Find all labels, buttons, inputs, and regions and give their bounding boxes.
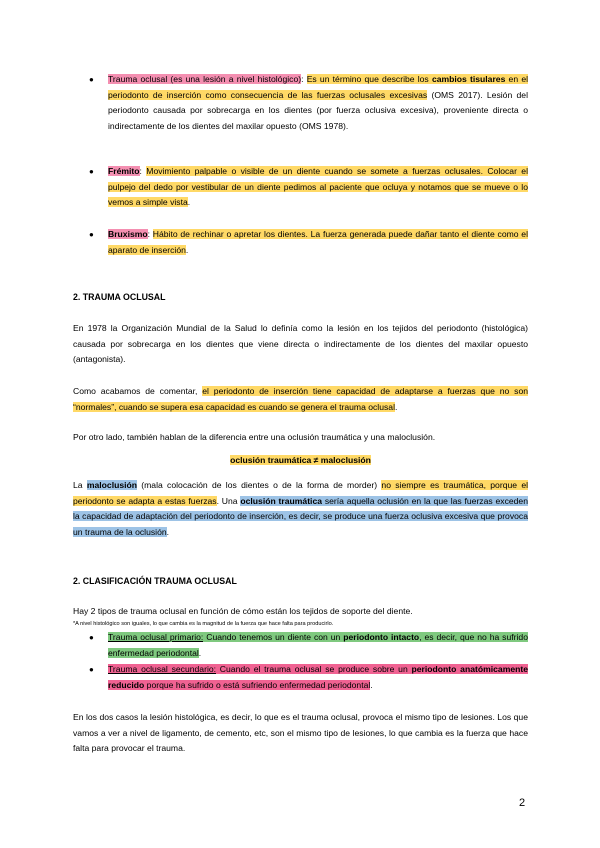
bullet-dot: ●: [89, 633, 94, 642]
bullet-dot: ●: [89, 75, 94, 84]
paragraph-diferencia: Por otro lado, también hablan de la diferencia entre una oclusión traumática y una maloclusión.: [73, 432, 436, 442]
bullet-dot: ●: [89, 230, 94, 239]
bullet-fremito: Frémito: Movimiento palpable o visible de un diente cuando se somete a fuerzas oclusales. Colocar el pulpejo del dedo por vestibular de un diente pedimos al paciente que ocluya y notamos que se mueve o lo vemos a simple vista.: [108, 166, 528, 208]
formula-highlight: oclusión traumática ≠ maloclusión: [230, 455, 371, 465]
bullet-dot: ●: [89, 665, 94, 674]
paragraph-capacidad-adaptacion: Como acabamos de comentar, el periodonto de inserción tiene capacidad de adaptarse a fuerzas que no son “normales”, cuando se supera esa capacidad es cuando se genera el trauma oclusal.: [73, 386, 529, 412]
section-heading-trauma-oclusal: 2. TRAUMA OCLUSAL: [73, 292, 166, 302]
page-number: 2: [519, 797, 526, 809]
term-primario: Trauma oclusal primario:: [108, 632, 204, 642]
formula-line: [73, 453, 528, 469]
bullet-primario: Trauma oclusal primario: Cuando tenemos un diente con un periodonto intacto, es decir, que no ha sufrido enfermedad periodontal.: [108, 632, 528, 658]
paragraph-maloclusion: La maloclusión (mala colocación de los dientes o de la forma de morder) no siempre es traumática, porque el periodonto se adapta a estas fuerzas. Una oclusión traumática sería aquella oclusión en la que las fuerzas exceden la capacidad de adaptación del periodonto de inserción, es decir, se produce una fuerza oclusiva excesiva que provoca un trauma de la oclusión.: [73, 480, 529, 537]
bullet-dot: ●: [89, 167, 94, 176]
term-oclusion-traumatica: oclusión traumática: [240, 495, 323, 506]
term-secundario: Trauma oclusal secundario:: [108, 664, 217, 674]
paragraph-conclusion: En los dos casos la lesión histológica, es decir, lo que es el trauma oclusal, provoca el mismo tipo de lesiones. Los que vamos a ver a nivel de ligamento, de cemento, etc, son el mismo tipo de lesiones, lo que cambia es la fuerza que hace falta para provocar el trauma.: [73, 712, 528, 754]
term-maloclusion: maloclusión: [86, 480, 137, 490]
term-fremito: Frémito: [108, 166, 140, 176]
term-trauma-oclusal: Trauma oclusal (es una lesión a nivel histológico): [108, 74, 302, 84]
bullet-trauma-oclusal: Trauma oclusal (es una lesión a nivel histológico): Es un término que describe los cambios tisulares en el periodonto de inserción como consecuencia de las fuerzas oclusales excesivas (OMS 2017). Lesión del periodonto causada por sobrecarga en los dientes (por fuerza oclusiva excesiva), proveniente directa o indirectamente de los dientes del maxilar opuesto (OMS 1978).: [108, 74, 529, 131]
bullet-secundario: Trauma oclusal secundario: Cuando el trauma oclusal se produce sobre un periodonto anatómicamente reducido porque ha sufrido o está sufriendo enfermedad periodontal.: [108, 664, 528, 690]
footnote: *A nivel histológico son iguales, lo que cambia es la magnitud de la fuerza que hace falta para producirlo.: [73, 621, 334, 627]
bullet-bruxismo: Bruxismo: Hábito de rechinar o apretar los dientes. La fuerza generada puede dañar tanto el diente como el aparato de inserción.: [108, 229, 528, 255]
section-heading-clasificacion: 2. CLASIFICACIÓN TRAUMA OCLUSAL: [73, 576, 237, 586]
paragraph-tipos: Hay 2 tipos de trauma oclusal en función de cómo están los tejidos de soporte del diente.: [73, 606, 413, 616]
term-bruxismo: Bruxismo: [108, 229, 148, 239]
paragraph-definicion-oms: En 1978 la Organización Mundial de la Salud lo definía como la lesión en los tejidos del periodonto (histológica) causada por sobrecarga en los dientes que viene directa o indirectamente de los dientes del maxilar opuesto (antagonista).: [73, 323, 528, 365]
